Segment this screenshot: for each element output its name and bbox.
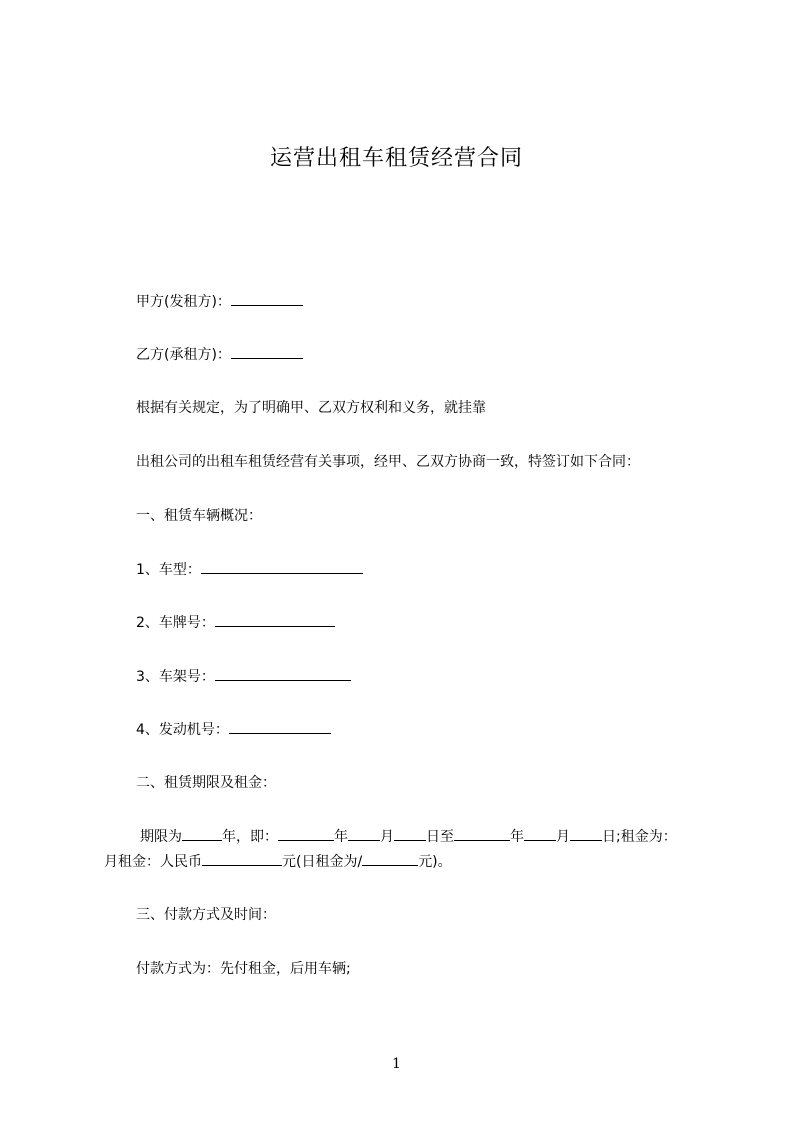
start-year-label: 年 (334, 829, 348, 845)
page-number: 1 (392, 1056, 401, 1072)
rent-line (104, 851, 452, 872)
plate-number-blank[interactable] (215, 612, 335, 627)
term-prefix: 期限为 (140, 829, 182, 845)
party-a-line (136, 291, 303, 312)
preamble-line-1: 根据有关规定，为了明确甲、乙双方权利和义务，就挂靠 (136, 400, 486, 416)
frame-number-line (136, 666, 351, 687)
daily-rent-label: 元(日租金为/ (282, 854, 363, 870)
end-day-blank[interactable] (570, 826, 602, 841)
start-day-blank[interactable] (394, 826, 426, 841)
vehicle-model-line (136, 559, 363, 580)
section-1-heading: 一、租赁车辆概况： (136, 508, 262, 524)
section-2-heading: 二、租赁期限及租金： (136, 775, 276, 791)
preamble-line-2: 出租公司的出租车租赁经营有关事项，经甲、乙双方协商一致，特签订如下合同： (136, 454, 640, 470)
party-a-label: 甲方(发租方)： (136, 294, 231, 310)
monthly-rent-blank[interactable] (202, 851, 282, 866)
start-month-label: 月 (380, 829, 394, 845)
frame-number-label: 3、车架号： (136, 669, 215, 685)
end-month-label: 月 (556, 829, 570, 845)
engine-number-blank[interactable] (229, 719, 331, 734)
vehicle-model-label: 1、车型： (136, 562, 201, 578)
term-year-label: 年，即： (222, 829, 278, 845)
frame-number-blank[interactable] (215, 666, 351, 681)
party-b-blank[interactable] (231, 344, 303, 359)
end-month-blank[interactable] (524, 826, 556, 841)
term-line (140, 826, 677, 847)
day-to-label: 日至 (426, 829, 454, 845)
daily-rent-blank[interactable] (362, 851, 418, 866)
engine-number-label: 4、发动机号： (136, 722, 229, 738)
start-month-blank[interactable] (348, 826, 380, 841)
rent-end-label: 元)。 (418, 854, 452, 870)
end-year-blank[interactable] (454, 826, 510, 841)
rent-prefix: 月租金：人民币 (104, 854, 202, 870)
term-years-blank[interactable] (182, 826, 222, 841)
end-year-label: 年 (510, 829, 524, 845)
party-a-blank[interactable] (231, 291, 303, 306)
document-title: 运营出租车租赁经营合同 (269, 146, 523, 171)
party-b-label: 乙方(承租方)： (136, 347, 231, 363)
party-b-line (136, 344, 303, 365)
plate-number-label: 2、车牌号： (136, 615, 215, 631)
vehicle-model-blank[interactable] (201, 559, 363, 574)
section-3-heading: 三、付款方式及时间： (136, 907, 276, 923)
engine-number-line (136, 719, 331, 740)
day-rent-label: 日;租金为： (602, 829, 677, 845)
start-year-blank[interactable] (278, 826, 334, 841)
payment-method-line: 付款方式为：先付租金，后用车辆; (136, 961, 351, 977)
plate-number-line (136, 612, 335, 633)
